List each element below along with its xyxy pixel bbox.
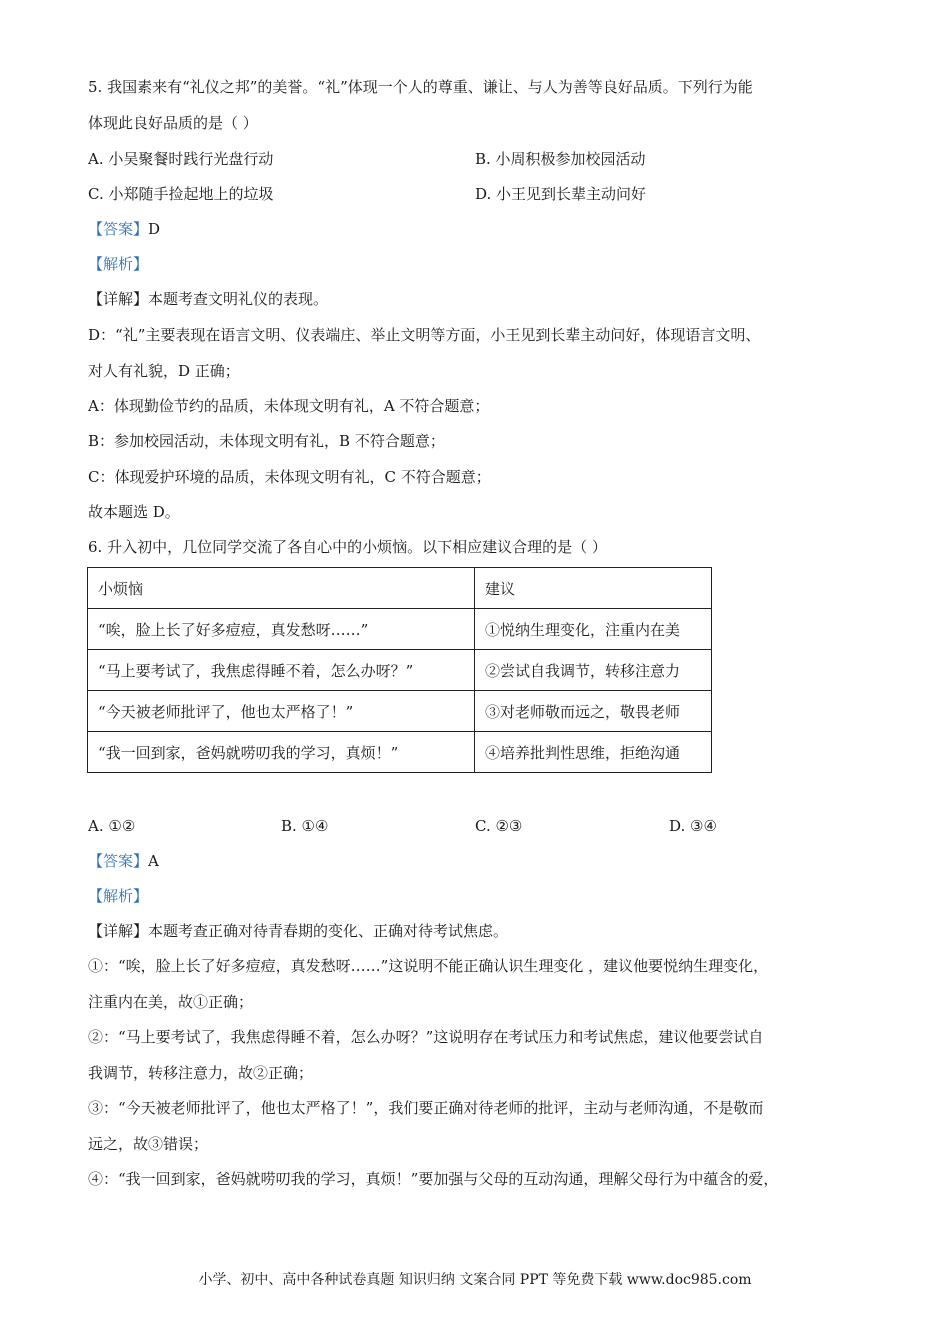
q6-option-c: C. ②③ — [475, 817, 523, 835]
q6-option-a: A. ①② — [88, 817, 136, 835]
q6-explanation-line: ②：“马上要考试了，我焦虑得睡不着，怎么办呀？”这说明存在考试压力和考试焦虑，建议他要尝试自 — [88, 1028, 764, 1046]
answer-tag: 【答案】 — [88, 220, 149, 238]
table-row — [88, 609, 712, 650]
q6-explanation-line: ③：“今天被老师批评了，他也太严格了！”，我们要正确对待老师的批评，主动与老师沟通，不是敬而 — [88, 1099, 764, 1117]
table-cell-worry: “今天被老师批评了，他也太严格了！” — [88, 691, 475, 732]
q5-explanation-line: B：参加校园活动，未体现文明有礼，B 不符合题意； — [88, 432, 445, 450]
q5-stem-line-2: 体现此良好品质的是（ ） — [88, 114, 258, 132]
table-cell-advice: ②尝试自我调节，转移注意力 — [475, 650, 712, 691]
table-cell-worry: “马上要考试了，我焦虑得睡不着，怎么办呀？” — [88, 650, 475, 691]
table-row — [88, 650, 712, 691]
table-header-cell: 小烦恼 — [88, 568, 475, 609]
q6-option-d: D. ③④ — [669, 817, 717, 835]
answer-tag: 【答案】 — [88, 852, 149, 870]
q6-explanation-line: ④：“我一回到家，爸妈就唠叨我的学习，真烦！”要加强与父母的互动沟通，理解父母行为中蕴含的爱， — [88, 1170, 779, 1188]
q6-detail-line: 【详解】本题考查正确对待青春期的变化、正确对待考试焦虑。 — [88, 922, 509, 940]
table-cell-advice: ③对老师敬而远之，敬畏老师 — [475, 691, 712, 732]
q6-explanation-line: 我调节，转移注意力，故②正确； — [88, 1064, 314, 1082]
table-cell-advice: ①悦纳生理变化，注重内在美 — [475, 609, 712, 650]
q6-answer-line — [88, 851, 159, 871]
q5-option-a: A. 小吴聚餐时践行光盘行动 — [88, 150, 274, 168]
q5-explanation-line: 故本题选 D。 — [88, 503, 180, 521]
q5-stem-line-1: 5. 我国素来有“礼仪之邦”的美誉。“礼”体现一个人的尊重、谦让、与人为善等良好品质。下列行为能 — [88, 78, 753, 96]
table-cell-advice: ④培养批判性思维，拒绝沟通 — [475, 732, 712, 773]
table-header-row — [88, 568, 712, 609]
table-row — [88, 732, 712, 773]
q6-explanation-line: 远之，故③错误； — [88, 1135, 209, 1153]
q5-option-d: D. 小王见到长辈主动问好 — [475, 185, 647, 203]
q5-answer-line — [88, 219, 160, 239]
q5-explanation-line: C：体现爱护环境的品质，未体现文明有礼，C 不符合题意； — [88, 468, 491, 486]
q5-explanation-line: A：体现勤俭节约的品质，未体现文明有礼，A 不符合题意； — [88, 397, 490, 415]
q5-option-b: B. 小周积极参加校园活动 — [475, 150, 646, 168]
q5-detail-line: 【详解】本题考查文明礼仪的表现。 — [88, 290, 329, 308]
q6-stem: 6. 升入初中，几位同学交流了各自心中的小烦恼。以下相应建议合理的是（ ） — [88, 538, 607, 556]
q5-explanation-line: D：“礼”主要表现在语言文明、仪表端庄、举止文明等方面，小王见到长辈主动问好，体现语言文明、 — [88, 326, 761, 344]
table-row — [88, 691, 712, 732]
table-cell-worry: “我一回到家，爸妈就唠叨我的学习，真烦！” — [88, 732, 475, 773]
page-footer: 小学、初中、高中各种试卷真题 知识归纳 文案合同 PPT 等免费下载 www.doc985.com — [198, 1272, 752, 1288]
q6-option-b: B. ①④ — [281, 817, 329, 835]
q5-answer-value: D — [148, 220, 161, 238]
worries-advice-table — [87, 567, 712, 773]
q6-answer-value: A — [148, 852, 159, 870]
table-header-cell: 建议 — [475, 568, 712, 609]
q6-explanation-line: ①：“唉，脸上长了好多痘痘，真发愁呀……”这说明不能正确认识生理变化 ，建议他要悦纳生理变化， — [88, 957, 769, 975]
q5-analysis-tag: 【解析】 — [88, 255, 149, 273]
table-cell-worry: “唉，脸上长了好多痘痘，真发愁呀……” — [88, 609, 475, 650]
q5-explanation-line: 对人有礼貌，D 正确； — [88, 362, 240, 380]
q5-option-c: C. 小郑随手捡起地上的垃圾 — [88, 185, 274, 203]
q6-analysis-tag: 【解析】 — [88, 887, 149, 905]
q6-explanation-line: 注重内在美，故①正确； — [88, 993, 254, 1011]
